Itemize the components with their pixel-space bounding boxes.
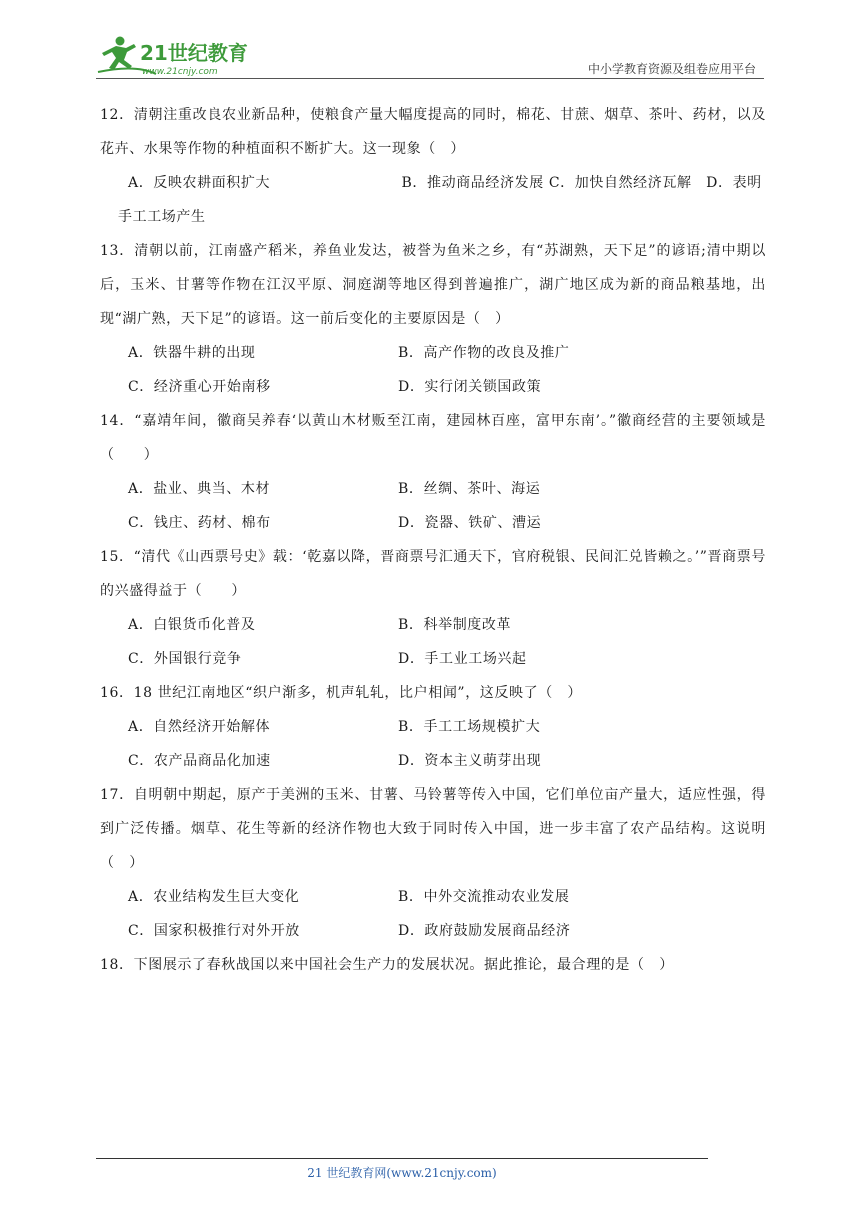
option-b: B．高产作物的改良及推广 [398, 345, 570, 361]
option-d: D．实行闭关锁国政策 [398, 379, 542, 395]
svg-text:21世纪教育: 21世纪教育 [140, 41, 248, 65]
question-12-options-wrap: 手工工场产生 [118, 209, 206, 225]
option-c: C．农产品商品化加速 [128, 753, 271, 769]
question-16-options [100, 710, 766, 778]
question-15-stem: 15．“清代《山西票号史》载：‘乾嘉以降，晋商票号汇通天下，官府税银、民间汇兑皆赖之。’”晋商票号的兴盛得益于（ ） [100, 549, 766, 599]
platform-label: 中小学教育资源及组卷应用平台 [587, 62, 756, 76]
option-b: B．科举制度改革 [398, 617, 512, 633]
svg-text:www.21cnjy.com: www.21cnjy.com [142, 67, 218, 77]
option-b: B．丝绸、茶叶、海运 [398, 481, 541, 497]
option-c: C．钱庄、药材、棉布 [128, 515, 271, 531]
option-a: A．铁器牛耕的出现 [128, 345, 256, 361]
question-14-stem: 14．“嘉靖年间，徽商吴养春‘以黄山木材贩至江南，建园林百座，富甲东南’。”徽商经营的主要领域是（ ） [100, 413, 766, 463]
option-c: C．经济重心开始南移 [128, 379, 271, 395]
option-b: B．中外交流推动农业发展 [398, 889, 570, 905]
question-17-stem: 17．自明朝中期起，原产于美洲的玉米、甘薯、马铃薯等传入中国，它们单位亩产量大，适应性强，得到广泛传播。烟草、花生等新的经济作物也大致于同时传入中国，进一步丰富了农产品结构。这说明（ ） [100, 787, 766, 871]
option-d: D．资本主义萌芽出现 [398, 753, 542, 769]
option-d: D．手工业工场兴起 [398, 651, 527, 667]
question-13-stem: 13．清朝以前，江南盛产稻米，养鱼业发达，被誉为鱼米之乡，有“苏湖熟，天下足”的谚语;清中期以后，玉米、甘薯等作物在江汉平原、洞庭湖等地区得到普遍推广，湖广地区成为新的商品粮基地，出现“湖广熟，天下足”的谚语。这一前后变化的主要原因是（ ） [100, 243, 766, 327]
question-12-options: A．反映农耕面积扩大 B．推动商品经济发展 C．加快自然经济瓦解 D．表明 [128, 175, 762, 191]
question-14-options [100, 472, 766, 540]
runner-icon [102, 37, 136, 71]
footer-divider [96, 1158, 708, 1159]
option-d: D．政府鼓励发展商品经济 [398, 923, 571, 939]
footer-text[interactable]: 21 世纪教育网(www.21cnjy.com) [307, 1166, 497, 1180]
question-16-stem: 16．18 世纪江南地区“织户渐多，机声轧轧，比户相闻”，这反映了（ ） [100, 685, 582, 701]
option-a: A．农业结构发生巨大变化 [128, 889, 300, 905]
option-a: A．自然经济开始解体 [128, 719, 271, 735]
option-a: A．盐业、典当、木材 [128, 481, 271, 497]
option-a: A．白银货币化普及 [128, 617, 256, 633]
option-c: C．外国银行竞争 [128, 651, 242, 667]
option-c: C．国家积极推行对外开放 [128, 923, 300, 939]
question-13-options [100, 336, 766, 404]
question-18-stem: 18．下图展示了春秋战国以来中国社会生产力的发展状况。据此推论，最合理的是（ ） [100, 957, 674, 973]
option-d: D．瓷器、铁矿、漕运 [398, 515, 542, 531]
question-12-stem: 12．清朝注重改良农业新品种，使粮食产量大幅度提高的同时，棉花、甘蔗、烟草、茶叶、药材，以及花卉、水果等作物的种植面积不断扩大。这一现象（ ） [100, 107, 766, 157]
page-header [96, 28, 764, 78]
question-17-options [100, 880, 766, 948]
question-list [100, 98, 766, 982]
question-15-options [100, 608, 766, 676]
option-b: B．手工工场规模扩大 [398, 719, 541, 735]
header-divider [96, 78, 764, 79]
site-logo [96, 34, 266, 78]
